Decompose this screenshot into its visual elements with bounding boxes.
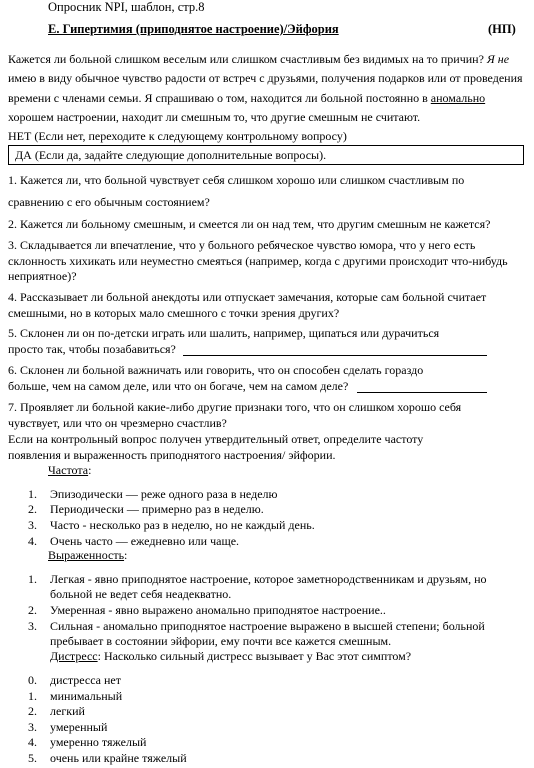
distress-item-number: 5. [28,751,37,765]
distress-item-0: дистресса нет [50,673,121,687]
question-4-line-2: смешными, но в которых мало смешного с точки зрения других? [8,306,340,320]
question-6-line-2: больше, чем на самом деле, или что он богаче, чем на самом деле? [8,379,349,393]
intro-clarification: Я не [486,52,510,66]
distress-question: Дистресс: Насколько сильный дистресс вызывает у Вас этот симптом? [50,649,412,663]
frequency-heading: Частота: [48,463,92,477]
yes-option-box [8,145,524,165]
distress-item-number: 4. [28,735,37,749]
answer-line-5[interactable] [183,355,487,356]
frequency-item-3: Часто - несколько раз в неделю, но не каждый день. [50,518,315,532]
emphasis-abnormally: аномально [430,91,486,105]
distress-item-1: минимальный [50,689,123,703]
severity-item-3-line-1: Сильная - аномально приподнятое настроение выражено в высшей степени; больной [50,619,485,633]
distress-item-5: очень или крайне тяжелый [50,751,187,765]
severity-item-3-line-2: пребывает в состоянии эйфории, ему почти все кажется смешным. [50,634,392,648]
question-7-line-2: чувствует, или что он чрезмерно счастлив? [8,416,227,430]
severity-heading: Выраженность: [48,548,128,562]
question-3-line-1: 3. Складывается ли впечатление, что у больного ребяческое чувство юмора, что у него есть [8,238,476,252]
distress-item-number: 1. [28,689,37,703]
distress-item-number: 2. [28,704,37,718]
intro-line-1 [8,52,509,67]
severity-item-number: 1. [28,572,37,586]
frequency-item-number: 4. [28,534,37,548]
section-title: Е. Гипертимия (приподнятое настроение)/Эйфория [48,22,339,36]
severity-item-1-line-2: больной не ведет себя неадекватно. [50,587,232,601]
question-3-line-3: неприятное)? [8,269,77,283]
instruction-line-1: Если на контрольный вопрос получен утвердительный ответ, определите частоту [8,432,424,446]
frequency-item-number: 1. [28,487,37,501]
severity-item-number: 3. [28,619,37,633]
distress-label: Дистресс [50,649,98,663]
frequency-item-2: Периодически — примерно раз в неделю. [50,502,264,516]
question-4-line-1: 4. Рассказывает ли больной анекдоты или отпускает замечания, которые сам больной считает [8,290,487,304]
distress-item-number: 3. [28,720,37,734]
distress-item-3: умеренный [50,720,108,734]
intro-line-4: хорошем настроении, находит ли смешным то, что другие смешным не считают. [8,110,421,124]
question-3-line-2: склонность хихикать или неуместно смеяться (например, когда с другими происходит что-нибудь [8,254,508,268]
frequency-item-4: Очень часто — ежедневно или чаще. [50,534,240,548]
severity-item-2: Умеренная - явно выражено аномально приподнятое настроение.. [50,603,386,617]
frequency-item-number: 3. [28,518,37,532]
answer-line-6[interactable] [357,392,487,393]
question-5-line-2: просто так, чтобы позабавиться? [8,342,176,356]
question-5-line-1: 5. Склонен ли он по-детски играть или шалить, например, щипаться или дурачиться [8,326,440,340]
severity-item-1-line-1: Легкая - явно приподнятое настроение, которое заметнородственникам и друзьям, но [50,572,487,586]
intro-line-3: времени с членами семьи. Я спрашиваю о том, находится ли больной постоянно в аномально [8,91,486,105]
intro-line-2: имею в виду обычное чувство радости от встреч с друзьями, получения подарков или от проведения [8,71,523,85]
instruction-line-2: появления и выраженность приподнятого настроения/ эйфории. [8,448,336,462]
frequency-item-number: 2. [28,502,37,516]
distress-item-number: 0. [28,673,37,687]
frequency-item-1: Эпизодически — реже одного раза в неделю [50,487,278,501]
intro-question: Кажется ли больной слишком веселым или слишком счастливым без видимых на то причин? [8,52,484,66]
yes-option: ДА (Если да, задайте следующие дополнительные вопросы). [15,148,327,162]
question-7-line-1: 7. Проявляет ли больной какие-либо другие признаки того, что он слишком хорошо себя [8,400,462,414]
section-code: (НП) [488,22,516,36]
question-2: 2. Кажется ли больному смешным, и смеется ли он над тем, что другим смешным не кажется? [8,217,491,231]
distress-item-2: легкий [50,704,85,718]
distress-item-4: умеренно тяжелый [50,735,147,749]
question-1-line-2: сравнению с его обычным состоянием? [8,195,210,209]
severity-item-number: 2. [28,603,37,617]
no-option: НЕТ (Если нет, переходите к следующему контрольному вопросу) [8,129,347,143]
page-header: Опросник NPI, шаблон, стр.8 [48,0,205,14]
question-1-line-1: 1. Кажется ли, что больной чувствует себя слишком хорошо или слишком счастливым по [8,173,465,187]
question-6-line-1: 6. Склонен ли больной важничать или говорить, что он способен сделать гораздо [8,363,424,377]
